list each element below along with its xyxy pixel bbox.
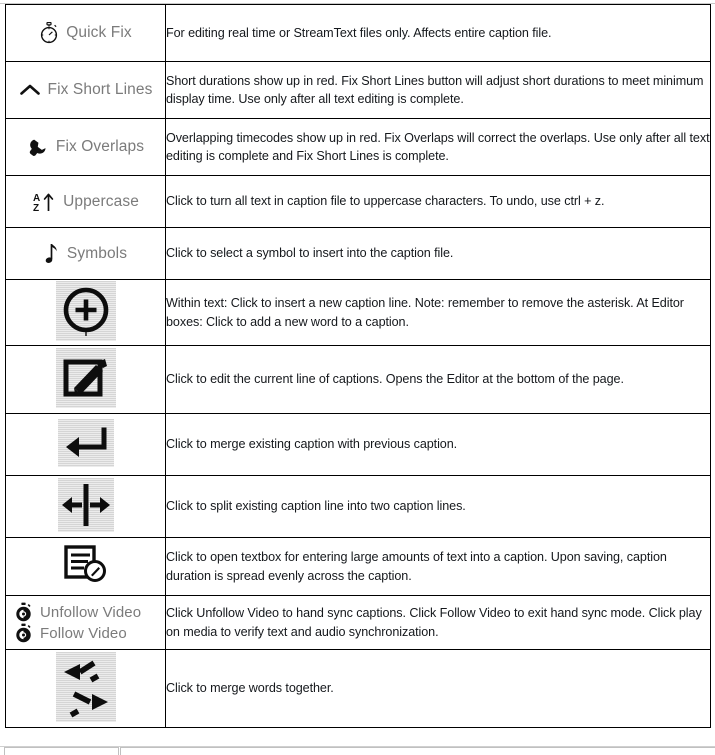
description-cell-uppercase	[166, 176, 711, 228]
icon-cell-split-caption	[6, 476, 166, 538]
button-reference-table	[5, 4, 711, 728]
button-merge-words[interactable]	[56, 652, 116, 722]
button-unfollow-video[interactable]	[14, 602, 141, 622]
split-arrows-icon	[60, 480, 112, 530]
description-text: Overlapping timecodes show up in red. Fix Overlaps will correct the overlaps. Use only after all text editing is complete and Fix Short Lines is complete.	[166, 130, 710, 163]
description-cell-merge-caption	[166, 414, 711, 476]
merge-words-arrows-icon	[58, 654, 114, 720]
description-text: Short durations show up in red. Fix Short Lines button will adjust short durations to meet minimum display time. Use only after all text editing is complete.	[166, 73, 704, 106]
edit-pencil-square-icon	[58, 350, 114, 406]
table-row	[6, 538, 711, 596]
icon-cell-fix-short-lines	[6, 62, 166, 119]
description-cell-follow-video	[166, 596, 711, 650]
merge-return-arrow-icon	[60, 421, 112, 465]
icon-cell-follow-video	[6, 596, 166, 650]
table-row	[6, 650, 711, 728]
description-cell-split-caption	[166, 476, 711, 538]
description-cell-merge-words	[166, 650, 711, 728]
icon-cell-symbols	[6, 228, 166, 280]
music-note-icon	[44, 242, 60, 266]
description-cell-symbols	[166, 228, 711, 280]
button-symbols[interactable]	[6, 242, 165, 266]
button-split-caption[interactable]	[58, 478, 114, 532]
table-row	[6, 476, 711, 538]
description-text: Within text: Click to insert a new caption line. Note: remember to remove the asterisk. At Editor boxes: Click to add a new word to a caption.	[166, 296, 684, 329]
follow-video-button-group	[6, 602, 165, 643]
button-label-fix-short-lines: Fix Short Lines	[47, 81, 153, 98]
table-row	[6, 414, 711, 476]
table-row	[6, 280, 711, 346]
description-cell-fix-short-lines	[166, 62, 711, 119]
icon-cell-fix-overlaps	[6, 119, 166, 176]
description-text: Click to select a symbol to insert into the caption file.	[166, 246, 454, 261]
icon-cell-merge-words	[6, 650, 166, 728]
description-text: Click to open textbox for entering large amounts of text into a caption. Upon saving, caption duration is spread evenly across the caption.	[166, 550, 667, 583]
follow-video-stopwatch-icon	[14, 602, 33, 622]
sort-az-up-icon	[32, 191, 56, 213]
button-label-uppercase: Uppercase	[63, 192, 139, 210]
icon-cell-edit-line	[6, 346, 166, 414]
table-row	[6, 346, 711, 414]
table-row	[6, 176, 711, 228]
button-label-symbols: Symbols	[66, 244, 128, 262]
svg-text:A: A	[33, 192, 41, 204]
description-cell-fix-overlaps	[166, 119, 711, 176]
table-row	[6, 119, 711, 176]
button-label-quick-fix: Quick Fix	[66, 24, 132, 41]
button-merge-caption[interactable]	[58, 419, 114, 467]
description-cell-insert-line	[166, 280, 711, 346]
button-follow-video[interactable]	[14, 623, 127, 643]
button-edit-caption-line[interactable]	[56, 348, 116, 408]
stopwatch-icon	[39, 22, 59, 44]
button-label-fix-overlaps: Fix Overlaps	[55, 138, 145, 155]
description-text: Click to turn all text in caption file to uppercase characters. To undo, use ctrl + z.	[166, 194, 605, 209]
button-label-unfollow-video: Unfollow Video	[40, 603, 142, 621]
button-insert-caption-line[interactable]	[56, 281, 116, 341]
icon-cell-open-textbox	[6, 538, 166, 596]
button-label-follow-video: Follow Video	[40, 624, 127, 642]
plus-circle-icon	[58, 283, 114, 339]
footer-tab-right	[120, 747, 715, 755]
chevron-up-icon	[19, 82, 41, 98]
description-cell-open-textbox	[166, 538, 711, 596]
icon-cell-uppercase	[6, 176, 166, 228]
table-row	[6, 5, 711, 62]
description-text: Click to edit the current line of captions. Opens the Editor at the bottom of the page.	[166, 372, 624, 387]
description-text: Click to merge existing caption with previous caption.	[166, 437, 458, 452]
svg-text:Z: Z	[33, 202, 40, 213]
icon-cell-quick-fix	[6, 5, 166, 62]
table-row	[6, 596, 711, 650]
description-text: Click to merge words together.	[166, 681, 334, 696]
follow-video-stopwatch-icon	[14, 623, 33, 643]
button-fix-overlaps[interactable]	[6, 136, 165, 158]
icon-cell-insert-line	[6, 280, 166, 346]
description-cell-quick-fix	[166, 5, 711, 62]
button-quick-fix[interactable]	[6, 22, 165, 44]
description-text: For editing real time or StreamText files only. Affects entire caption file.	[166, 25, 552, 40]
button-fix-short-lines[interactable]	[6, 81, 165, 99]
textbox-edit-icon	[62, 542, 110, 586]
button-uppercase[interactable]	[6, 191, 165, 213]
button-open-textbox[interactable]	[62, 542, 110, 586]
wrench-icon	[27, 136, 49, 158]
table-row	[6, 62, 711, 119]
table-row	[6, 228, 711, 280]
footer-tab-left	[4, 747, 119, 755]
description-text: Click Unfollow Video to hand sync captions. Click Follow Video to exit hand sync mode. Click play on media to verify text and audio synchronization.	[166, 606, 702, 639]
icon-cell-merge-caption	[6, 414, 166, 476]
description-cell-edit-line	[166, 346, 711, 414]
description-text: Click to split existing caption line into two caption lines.	[166, 499, 466, 514]
